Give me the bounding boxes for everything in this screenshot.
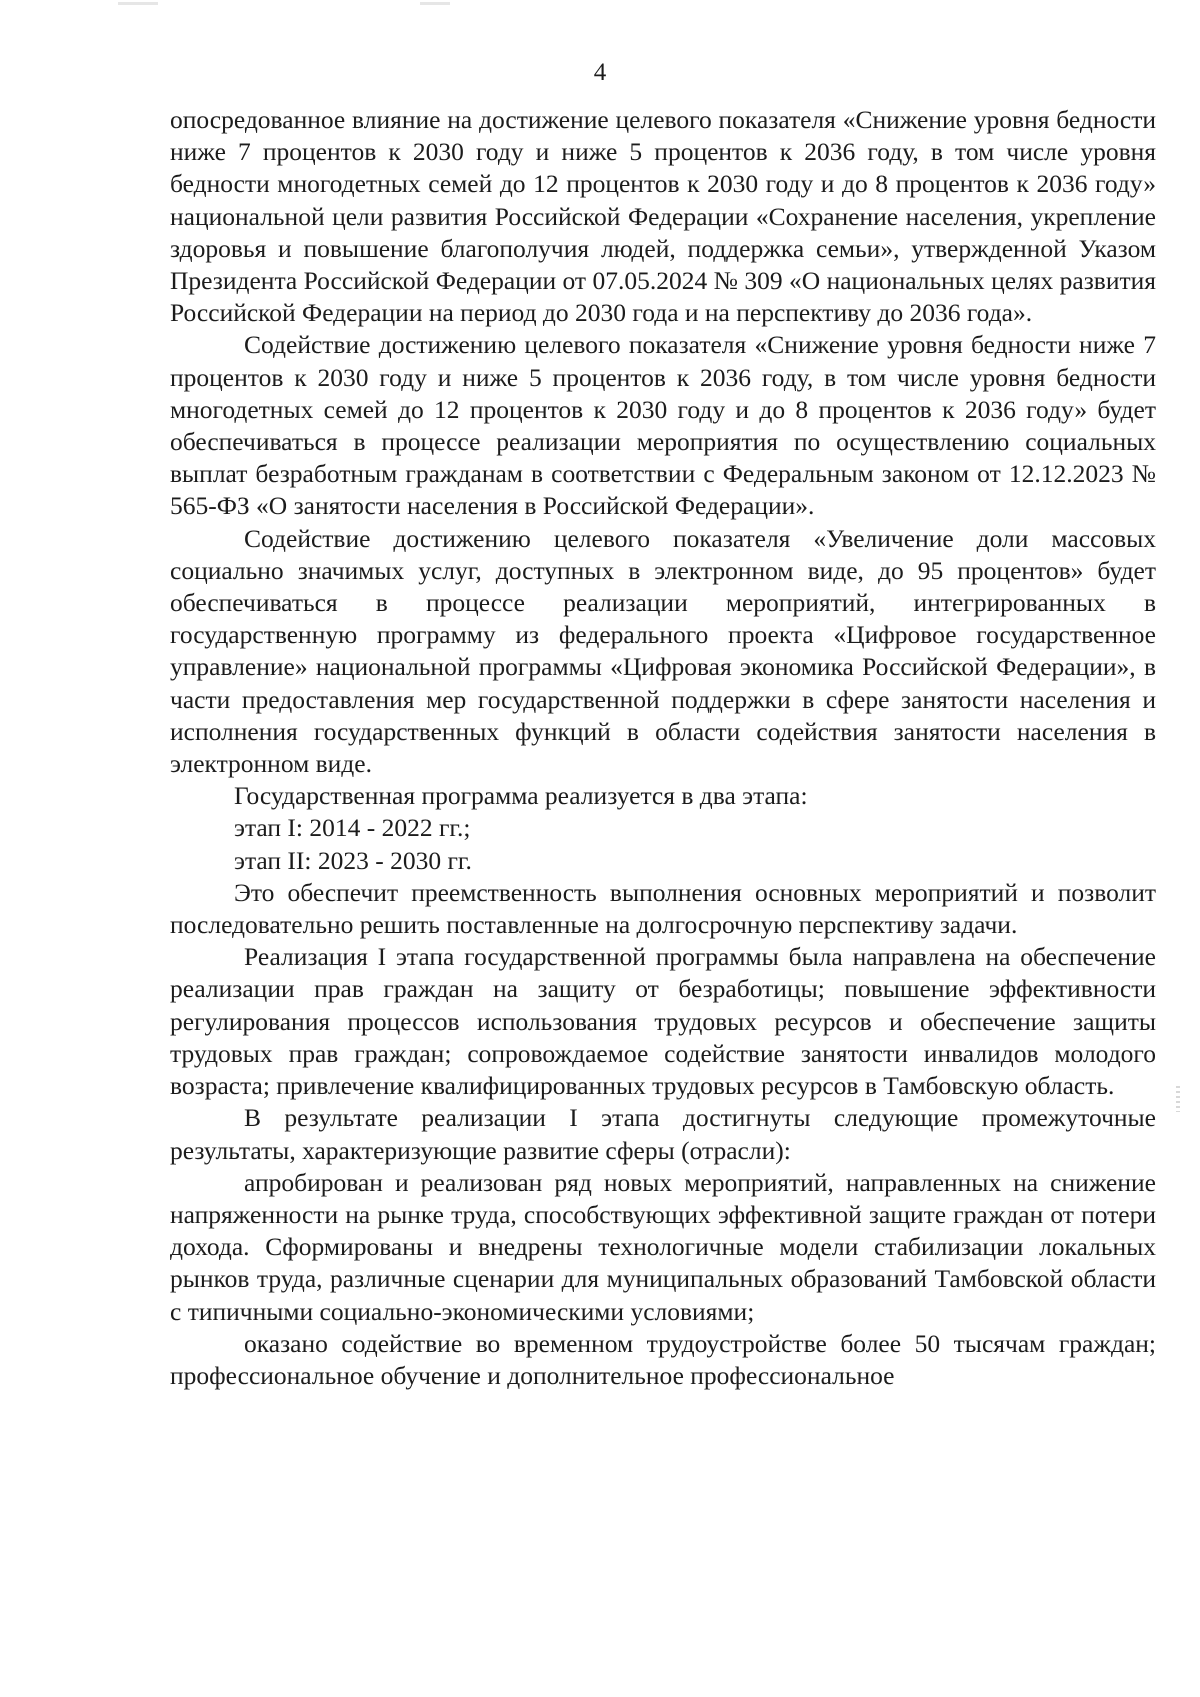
paragraph: оказано содействие во временном трудоустройстве более 50 тысячам граждан; профессиональное обучение и дополнительное профессиональное (170, 1328, 1156, 1390)
document-body (170, 104, 1156, 1392)
paragraph: Это обеспечит преемственность выполнения основных мероприятий и позволит последовательно решить поставленные на долгосрочную перспективу задачи. (170, 877, 1156, 940)
paragraph: апробирован и реализован ряд новых мероприятий, направленных на снижение напряженности на рынке труда, способствующих эффективной защите граждан от потери дохода. Сформированы и внедрены технологичные модели стабилизации локальных рынков труда, различные сценарии для муниципальных образований Тамбовской области с типичными социально-экономическими условиями; (170, 1167, 1156, 1326)
scan-artifact (118, 2, 158, 5)
page-number: 4 (593, 59, 607, 86)
paragraph: опосредованное влияние на достижение целевого показателя «Снижение уровня бедности ниже 7 процентов к 2030 году и ниже 5 процентов к 2036 году, в том числе уровня бедности многодетных семей до 12 процентов к 2030 году и до 8 процентов к 2036 году» национальной цели развития Российской Федерации «Сохранение населения, укрепление здоровья и повышение благополучия людей, поддержка семьи», утвержденной Указом Президента Российской Федерации от 07.05.2024 № 309 «О национальных целях развития Российской Федерации на период до 2030 года и на перспективу до 2036 года». (170, 105, 1156, 328)
paragraph: В результате реализации I этапа достигнуты следующие промежуточные результаты, характеризующие развитие сферы (отрасли): (170, 1103, 1156, 1165)
paragraph: Содействие достижению целевого показателя «Увеличение доли массовых социально значимых услуг, доступных в электронном виде, до 95 процентов» будет обеспечиваться в процессе реализации мероприятий, интегрированных в государственную программу из федерального проекта «Цифровое государственное управление» национальной программы «Цифровая экономика Российской Федерации», в части предоставления мер государственной поддержки в сфере занятости населения и исполнения государственных функций в области содействия занятости населения в электронном виде. (170, 523, 1156, 779)
paragraph: Реализация I этапа государственной программы была направлена на обеспечение реализации прав граждан на защиту от безработицы; повышение эффективности регулирования процессов использования трудовых ресурсов и обеспечение защиты трудовых прав граждан; сопровождаемое содействие занятости инвалидов молодого возраста; привлечение квалифицированных трудовых ресурсов в Тамбовскую область. (170, 942, 1156, 1101)
paragraph: Содействие достижению целевого показателя «Снижение уровня бедности ниже 7 процентов к 2030 году и ниже 5 процентов к 2036 году, в том числе уровня бедности многодетных семей до 12 процентов к 2030 году и до 8 процентов к 2036 году» будет обеспечиваться в процессе реализации мероприятия по осуществлению социальных выплат безработным гражданам в соответствии с Федеральным законом от 12.12.2023 № 565-ФЗ «О занятости населения в Российской Федерации». (170, 330, 1156, 521)
paragraph: Государственная программа реализуется в два этапа: (234, 781, 808, 811)
scan-artifact (1176, 1086, 1180, 1112)
list-item: этап I: 2014 - 2022 гг.; (234, 813, 471, 843)
list-item: этап II: 2023 - 2030 гг. (234, 845, 472, 875)
scan-artifact (420, 2, 450, 5)
